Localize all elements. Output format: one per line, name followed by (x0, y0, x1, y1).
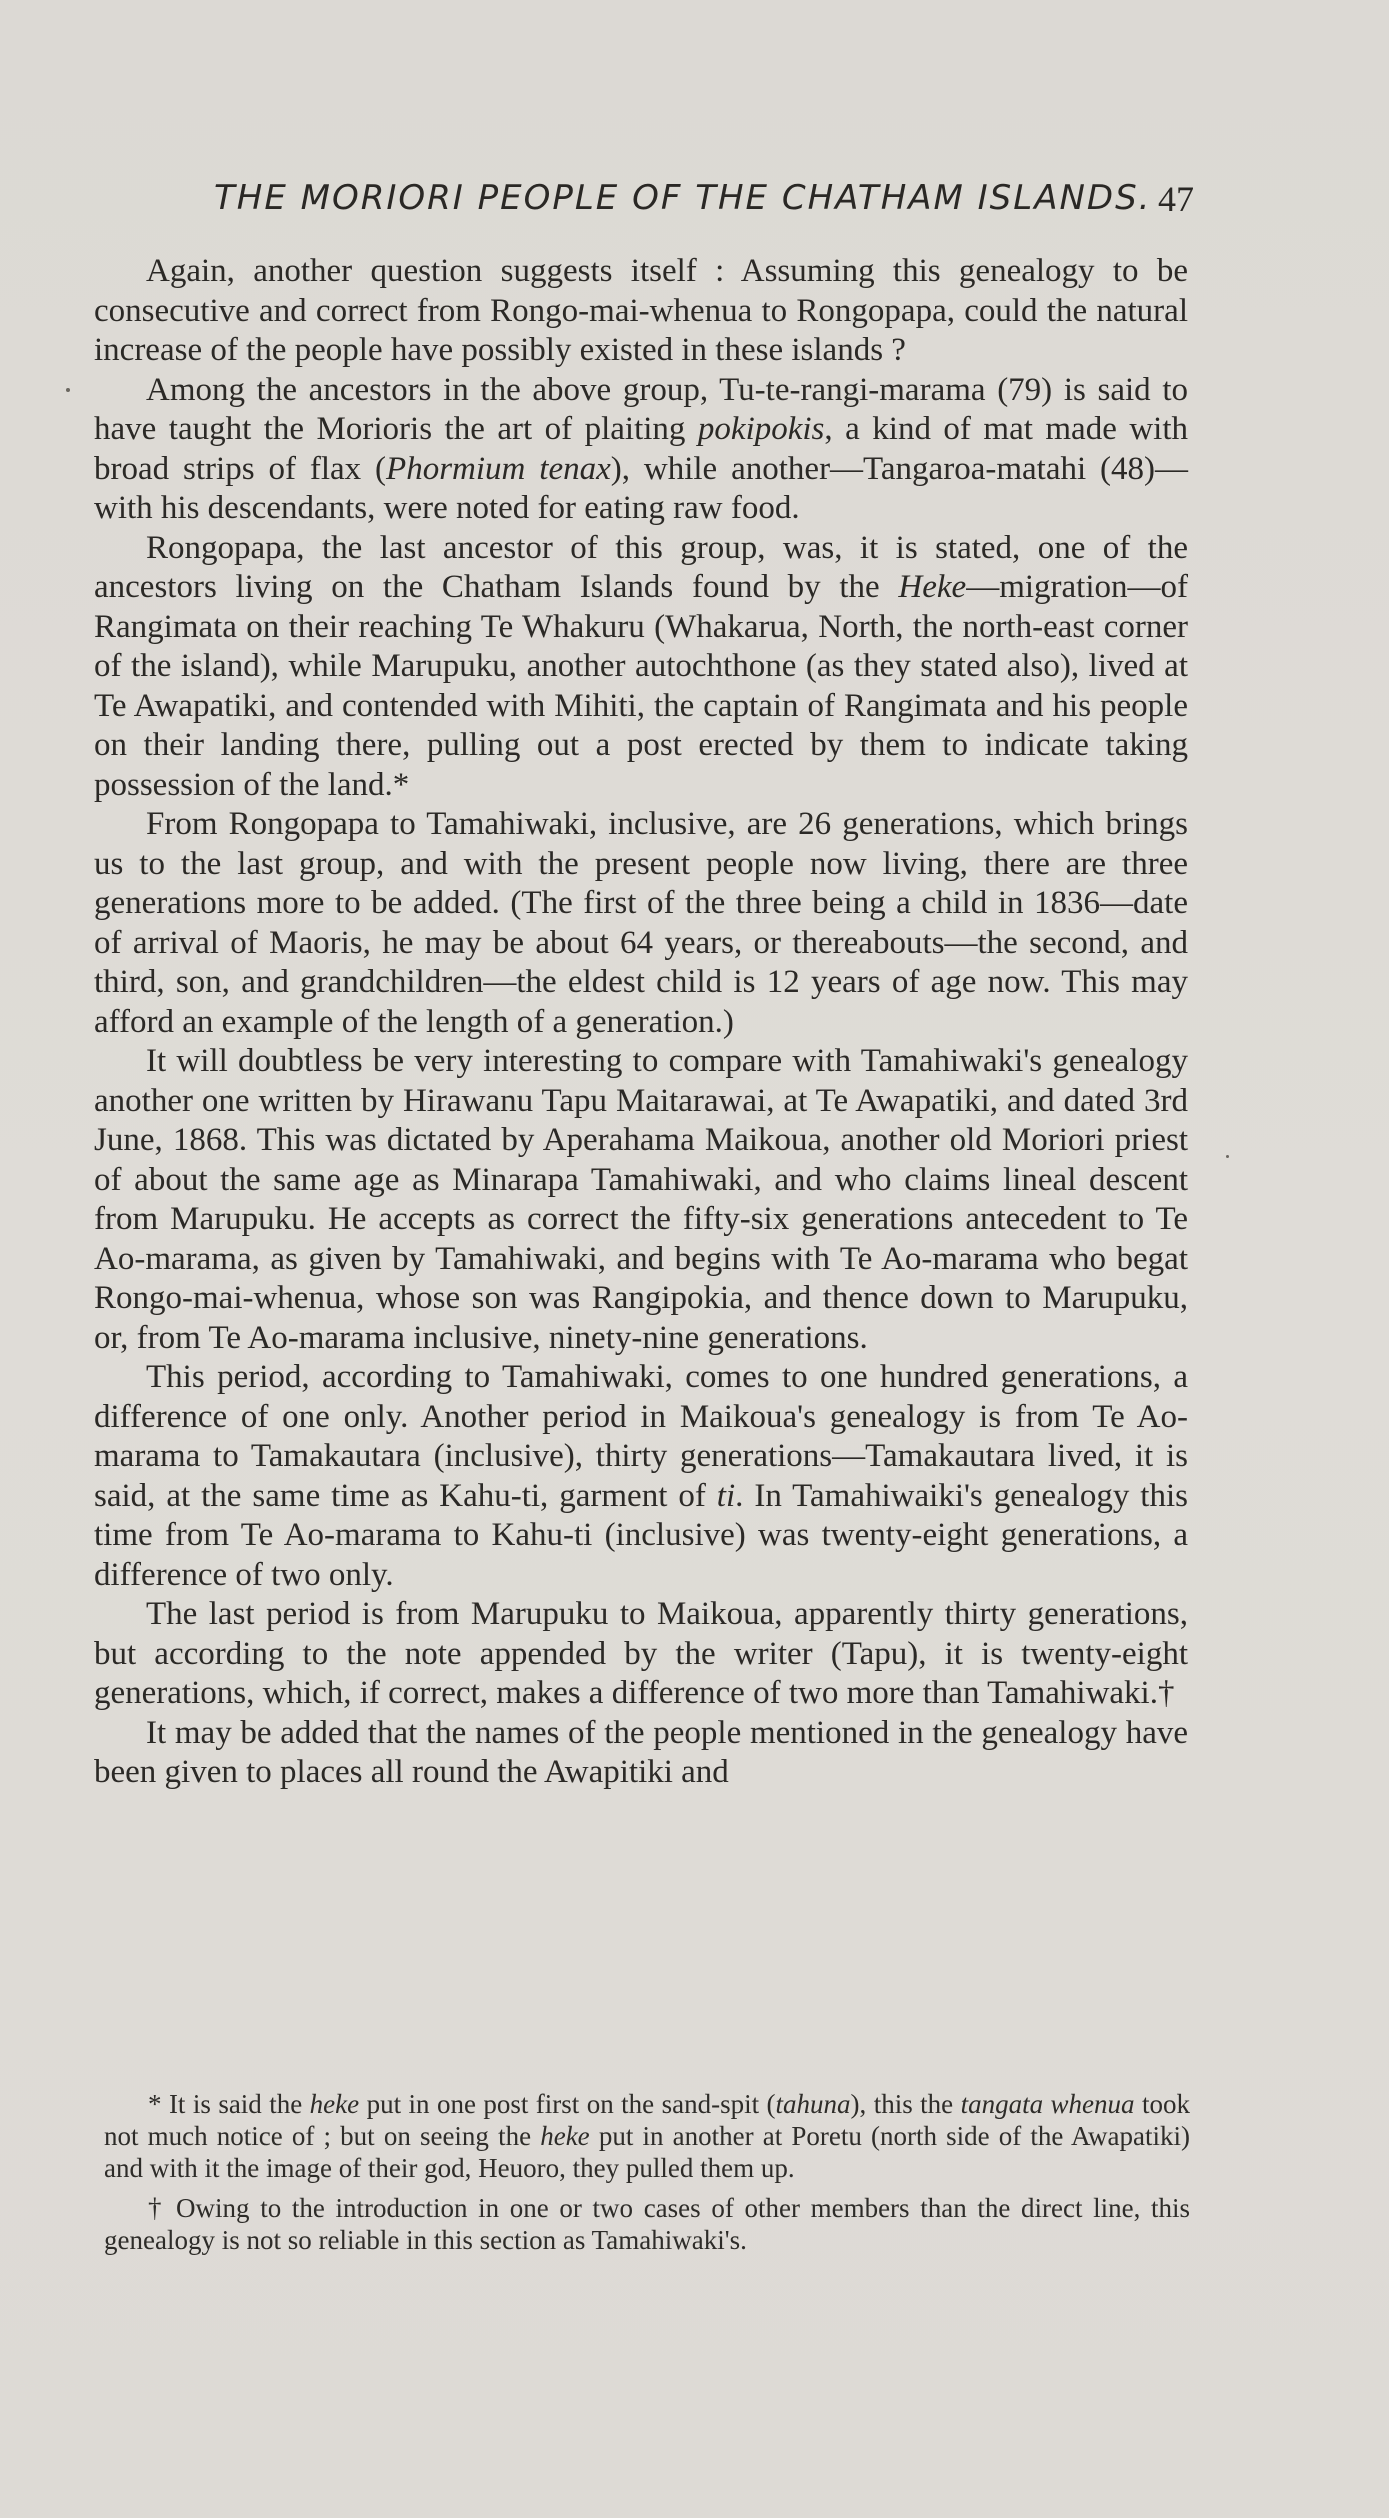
paragraph-1: Again, another question suggests itself : Assuming this genealogy to be consecutive and correct from Rongo-mai-whenua to Rongopapa, could the natural increase of the people have possibly existed in these islands ? (94, 253, 1188, 368)
footnote-dagger: † Owing to the introduction in one or two cases of other members than the direct line, this genealogy is not so reliable in this section as Tamahiwaki's. (104, 2193, 1190, 2255)
paragraph-8: It may be added that the names of the people mentioned in the genealogy have been given to places all round the Awapitiki and (94, 1714, 1188, 1790)
page-number: 47 (1158, 179, 1194, 219)
paragraph-2: Among the ancestors in the above group, Tu-te-rangi-marama (79) is said to have taught the Morioris the art of plaiting pokipokis, a kind of mat made with broad strips of flax (Phormium tenax), while another—Tangaroa-matahi (48)—with his descendants, were noted for eating raw food. (94, 371, 1189, 526)
paragraph-3: Rongopapa, the last ancestor of this group, was, it is stated, one of the ancestors living on the Chatham Islands found by the Heke—migration—of Rangimata on their reaching Te Whakuru (Whakarua, North, the north-east corner of the island), while Marupuku, another autochthone (as they stated also), lived at Te Awapatiki, and contended with Mihiti, the captain of Rangimata and his people on their landing there, pulling out a post erected by them to indicate taking possession of the land.* (94, 529, 1188, 803)
page-header (94, 172, 1194, 222)
footnotes (104, 2088, 1190, 2264)
paper-speck (66, 388, 70, 392)
paragraph-6: This period, according to Tamahiwaki, comes to one hundred generations, a difference of one only. Another period in Maikoua's genealogy is from Te Ao-marama to Tamakautara (inclusive), thirty generations—Tamakautara lived, it is said, at the same time as Kahu-ti, garment of ti. In Tamahiwaiki's genealogy this time from Te Ao-marama to Kahu-ti (inclusive) was twenty-eight generations, a difference of two only. (94, 1359, 1188, 1593)
body-text (94, 252, 1188, 1793)
paper-speck (1226, 1155, 1229, 1158)
paragraph-7: The last period is from Marupuku to Maikoua, apparently thirty generations, but according to the note appended by the writer (Tapu), it is twenty-eight generations, which, if correct, makes a difference of two more than Tamahiwaki.† (94, 1596, 1188, 1711)
running-head: THE MORIORI PEOPLE OF THE CHATHAM ISLANDS. (214, 178, 1152, 218)
paragraph-5: It will doubtless be very interesting to compare with Tamahiwaki's genealogy another one written by Hirawanu Tapu Maitarawai, at Te Awapatiki, and dated 3rd June, 1868. This was dictated by Aperahama Maikoua, another old Moriori priest of about the same age as Minarapa Tamahiwaki, and who claims lineal descent from Marupuku. He accepts as correct the fifty-six generations antecedent to Te Ao-marama, as given by Tamahiwaki, and begins with Te Ao-marama who begat Rongo-mai-whenua, whose son was Rangipokia, and thence down to Marupuku, or, from Te Ao-marama inclusive, ninety-nine generations. (94, 1043, 1188, 1356)
paragraph-4: From Rongopapa to Tamahiwaki, inclusive, are 26 generations, which brings us to the last group, and with the present people now living, there are three generations more to be added. (The first of the three being a child in 1836—date of arrival of Maoris, he may be about 64 years, or thereabouts—the second, and third, son, and grandchildren—the eldest child is 12 years of age now. This may afford an example of the length of a generation.) (94, 806, 1188, 1040)
footnote-asterisk: * It is said the heke put in one post first on the sand-spit (tahuna), this the tangata whenua took not much notice of ; but on seeing the heke put in another at Poretu (north side of the Awapatiki) and with it the image of their god, Heuoro, they pulled them up. (104, 2089, 1190, 2183)
